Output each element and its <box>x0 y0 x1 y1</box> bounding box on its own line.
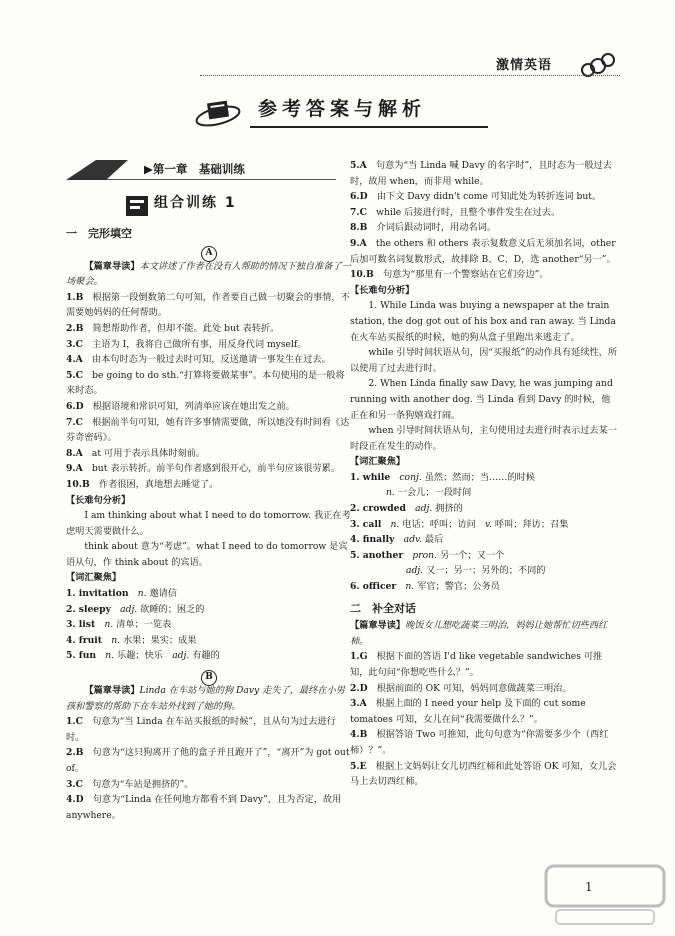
vocab-item: 2. sleepy adj. 欲睡的；困乏的 <box>66 603 205 615</box>
main-title: 参考答案与解析 <box>258 98 427 120</box>
chapter-title: ▶第一章 基础训练 <box>144 162 245 176</box>
vocab-item: 4. finally adv. 最后 <box>350 534 444 546</box>
vocab-subitem: adj. 又一；另一；另外的；不同的 <box>406 565 546 577</box>
answer-item: 4.B 根据答语 Two 可推知，此句句意为“你需要多少个（西红柿）？”。 <box>350 729 609 756</box>
vocab-subitem: n. 一会儿；一段时间 <box>386 487 472 499</box>
passage-b-vocab-list <box>350 470 618 595</box>
answer-item: 3.C 句意为“车站是拥挤的”。 <box>66 778 194 790</box>
answer-item: 5.E 根据上文妈妈让女儿切西红柿和此处答语 OK 可知，女儿会马上去切西红柿。 <box>350 760 617 788</box>
title-underline <box>250 126 488 128</box>
right-column <box>350 158 618 790</box>
section-title-cloze: 一 完形填空 <box>66 227 132 240</box>
left-column <box>66 158 352 823</box>
analysis-sentence: 2. When Linda finally saw Davy, he was jumping and running with another dog. 当 Linda 看到 Davy 的时候，他正在和另一条狗嬉戏打闹。 <box>350 378 613 421</box>
answer-item: 8.B 介词后跟动词时，用动名词。 <box>350 222 496 234</box>
answer-item: 4.A 由本句时态为一般过去时可知，反送邀请一事发生在过去。 <box>66 354 331 366</box>
answer-item: 9.A the others 和 others 表示复数意义后无须加名词，other 后加可数名词复数形式，故排除 B、C、D，选 another“另一”。 <box>350 237 616 265</box>
analysis-sentence: 1. While Linda was buying a newspaper at the train station, the dog got out of his box and ran away. 当 Linda 在火车站买报纸的时候，她的狗从盒子里跑出来逃走了。 <box>350 300 616 343</box>
passage-a-analysis-heading: 【长难句分析】 <box>66 494 131 506</box>
header-divider <box>200 75 620 76</box>
passage-a-answers <box>66 290 352 493</box>
passage-b-vocab-heading: 【词汇聚焦】 <box>350 456 406 468</box>
vocab-item: 5. fun n. 乐趣；快乐 adj. 有趣的 <box>66 650 220 662</box>
group-heading <box>66 192 352 222</box>
vocab-item: 4. fruit n. 水果；果实；成果 <box>66 634 197 646</box>
passage-b-answers-right <box>350 158 618 283</box>
vocab-item: 1. invitation n. 邀请信 <box>66 588 178 600</box>
answer-item: 7.C while 后接进行时，且整个事件发生在过去。 <box>350 206 561 218</box>
answer-item: 7.C 根据前半句可知，她有许多事情需要做，所以她没有时间看《达芬奇密码》。 <box>66 416 350 444</box>
group-badge-icon <box>126 194 152 218</box>
answer-item: 5.C be going to do sth.“打算将要做某事”。本句使用的是一般将来时态。 <box>66 369 345 397</box>
analysis-sentence: I am thinking about what I need to do tomorrow. 我正在考虑明天需要做什么。 <box>66 510 351 537</box>
vocab-item: 1. while conj. 虽然；然而；当……的时候 <box>350 471 535 483</box>
analysis-note: think about 意为“考虑”。what I need to do tomorrow 是宾语从句，作 think about 的宾语。 <box>66 541 348 568</box>
answer-item: 4.D 句意为“Linda 在任何地方都看不到 Davy”，且为否定，故用 anywhere。 <box>66 794 342 821</box>
group-title: 组合训练 1 <box>154 195 237 211</box>
answer-item: 1.B 根据第一段倒数第二句可知，作者要自己做一切聚会的事情，不需要她妈妈的任何帮助。 <box>66 291 350 319</box>
section2-answers <box>350 649 618 789</box>
vocab-item: 5. another pron. 另一个；又一个 <box>350 549 505 561</box>
answer-item: 9.A but 表示转折。前半句作者感到很开心，前半句应该很劳累。 <box>66 463 341 475</box>
passage-a-intro: 【篇章导读】本文讲述了作者在没有人帮助的情况下独自准备了一场聚会。 <box>66 260 351 288</box>
book-planet-icon <box>194 96 250 132</box>
analysis-note: when 引导时间状语从句，主句使用过去进行时表示过去某一时段正在发生的动作。 <box>350 425 617 452</box>
answer-item: 2.D 根据前面的 OK 可知，妈妈同意做蔬菜三明治。 <box>350 682 572 694</box>
vocab-item: 3. call n. 电话；呼叫；访问 v. 呼叫；拜访；召集 <box>350 518 569 530</box>
answer-item: 1.C 句意为“当 Linda 在车站买报纸的时候”，且从句为过去进行时。 <box>66 716 336 743</box>
passage-b-marker: B <box>66 668 352 683</box>
answer-item: 6.D 根据语境和常识可知，列清单应该在她出发之前。 <box>66 400 295 412</box>
answer-item: 2.B 句意为“这只狗离开了他的盒子并且跑开了”，“离开”为 got out of。 <box>66 747 350 774</box>
header-title: 激情英语 <box>496 58 553 73</box>
chapter-banner <box>66 158 352 186</box>
answer-item: 5.A 句意为“当 Linda 喊 Davy 的名字时”，且时态为一般过去时，故用 when，而非用 while。 <box>350 160 612 187</box>
answer-item: 1.G 根据下面的答语 I'd like vegetable sandwiches 可推知，此句问“你想吃些什么？”。 <box>350 651 603 678</box>
vocab-item: 2. crowded adj. 拥挤的 <box>350 503 463 515</box>
passage-b-intro: 【篇章导读】Linda 在车站与她的狗 Davy 走失了，最终在小男孩和警察的帮助下在车站外找到了她的狗。 <box>66 685 345 712</box>
section2-intro: 【篇章导读】晚饭女儿想吃蔬菜三明治，妈妈让她帮忙切些西红柿。 <box>350 620 608 647</box>
answer-item: 3.A 根据上面的 I need your help 及下面的 cut some tomatoes 可知，女儿在问“我需要做什么？”。 <box>350 698 586 725</box>
answer-item: 6.D 由下文 Davy didn't come 可知此处为转折连词 but。 <box>350 191 602 203</box>
answer-item: 10.B 句意为“那里有一个警察站在它们旁边”。 <box>350 269 549 281</box>
answer-item: 3.C 主语为 I，我将自己做所有事，用反身代词 myself。 <box>66 338 307 350</box>
passage-b-analysis-heading: 【长难句分析】 <box>350 284 415 296</box>
answer-item: 2.B 简想帮助作者，但却不能。此处 but 表转折。 <box>66 322 280 334</box>
watermark-logo-icon <box>540 860 670 930</box>
passage-a-vocab-heading: 【词汇聚焦】 <box>66 572 122 584</box>
header-logo-icon <box>580 52 616 84</box>
section-title-dialogue: 二 补全对话 <box>350 601 416 615</box>
passage-a-vocab-list <box>66 586 352 664</box>
answer-item: 8.A at 可用于表示具体时刻前。 <box>66 447 206 459</box>
page-number: 1 <box>585 880 593 894</box>
passage-a-marker: A <box>66 244 352 259</box>
passage-b-answers-left <box>66 714 352 823</box>
analysis-note: while 引导时间状语从句，因“买报纸”的动作具有延续性，所以使用了过去进行时。 <box>350 347 618 374</box>
vocab-item: 6. officer n. 军官；警官；公务员 <box>350 581 500 593</box>
main-title-block <box>200 96 490 132</box>
vocab-item: 3. list n. 清单；一览表 <box>66 619 172 631</box>
answer-item: 10.B 作者很困，真地想去睡觉了。 <box>66 478 219 490</box>
